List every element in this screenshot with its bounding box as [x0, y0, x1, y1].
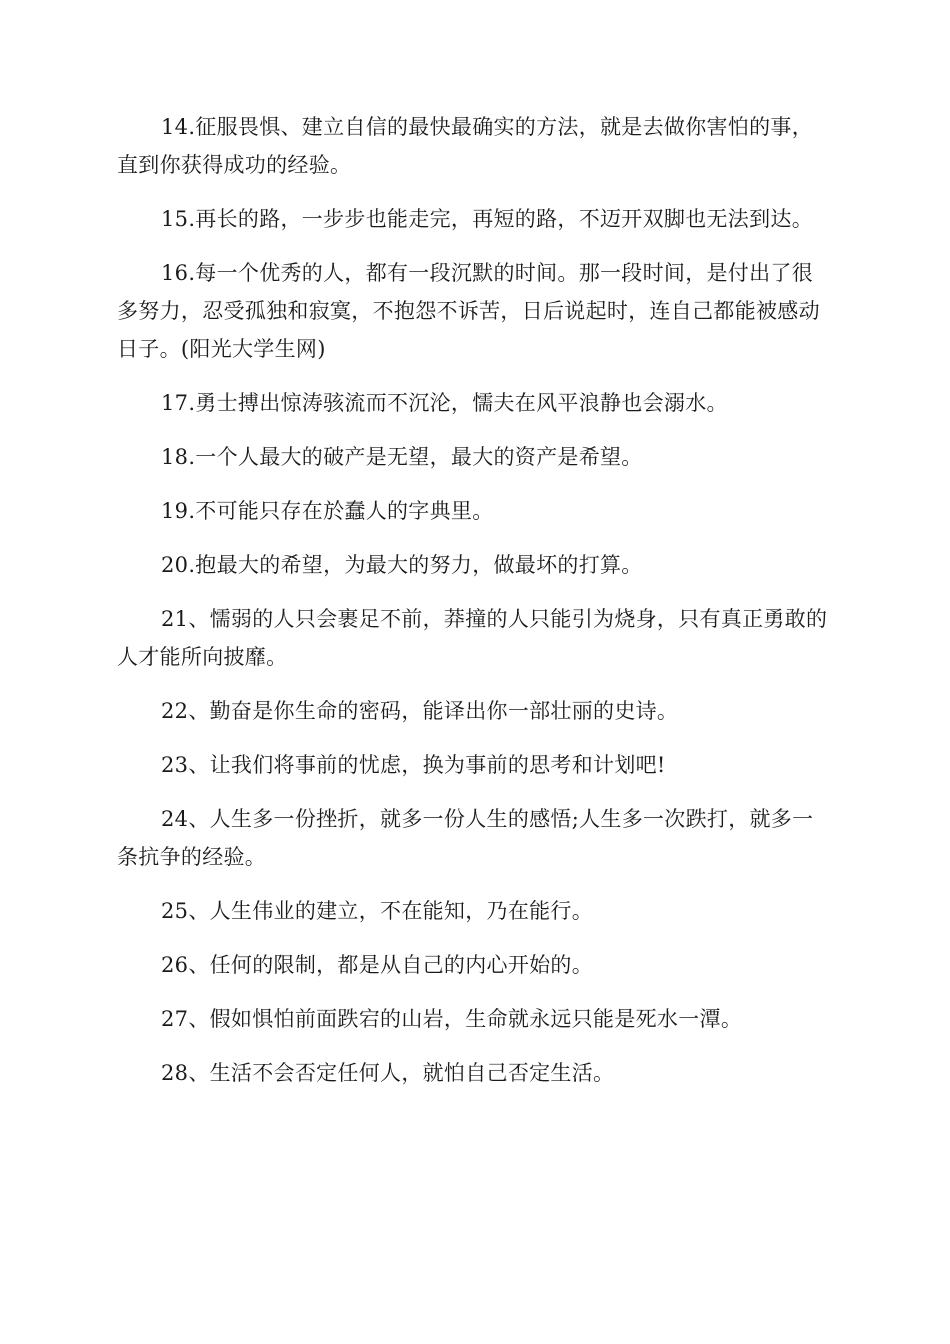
- paragraph-19: 19.不可能只存在於蠢人的字典里。: [161, 499, 494, 523]
- paragraph-21: 21、懦弱的人只会裹足不前，莽撞的人只能引为烧身，只有真正勇敢的人才能所向披靡。: [117, 607, 828, 669]
- document-body: [117, 108, 833, 1108]
- paragraph-18: 18.一个人最大的破产是无望，最大的资产是希望。: [161, 445, 643, 469]
- paragraph-27: 27、假如惧怕前面跌宕的山岩，生命就永远只能是死水一潭。: [161, 1007, 743, 1031]
- paragraph-28: 28、生活不会否定任何人，就怕自己否定生活。: [161, 1061, 615, 1085]
- paragraph-25: 25、人生伟业的建立，不在能知，乃在能行。: [161, 899, 594, 923]
- paragraph-23: 23、让我们将事前的忧虑，换为事前的思考和计划吧!: [161, 753, 666, 777]
- paragraph-20: 20.抱最大的希望，为最大的努力，做最坏的打算。: [161, 553, 643, 577]
- paragraph-24: 24、人生多一份挫折，就多一份人生的感悟;人生多一次跌打，就多一条抗争的经验。: [117, 807, 814, 869]
- paragraph-14: 14.征服畏惧、建立自信的最快最确实的方法，就是去做你害怕的事，直到你获得成功的经验。: [117, 115, 813, 177]
- paragraph-26: 26、任何的限制，都是从自己的内心开始的。: [161, 953, 594, 977]
- paragraph-16: 16.每一个优秀的人，都有一段沉默的时间。那一段时间，是付出了很多努力，忍受孤独和寂寞，不抱怨不诉苦，日后说起时，连自己都能被感动日子。(阳光大学生网): [117, 261, 820, 361]
- paragraph-17: 17.勇士搏出惊涛骇流而不沉沦，懦夫在风平浪静也会溺水。: [161, 391, 728, 415]
- paragraph-15: 15.再长的路，一步步也能走完，再短的路，不迈开双脚也无法到达。: [161, 207, 813, 231]
- paragraph-22: 22、勤奋是你生命的密码，能译出你一部壮丽的史诗。: [161, 699, 679, 723]
